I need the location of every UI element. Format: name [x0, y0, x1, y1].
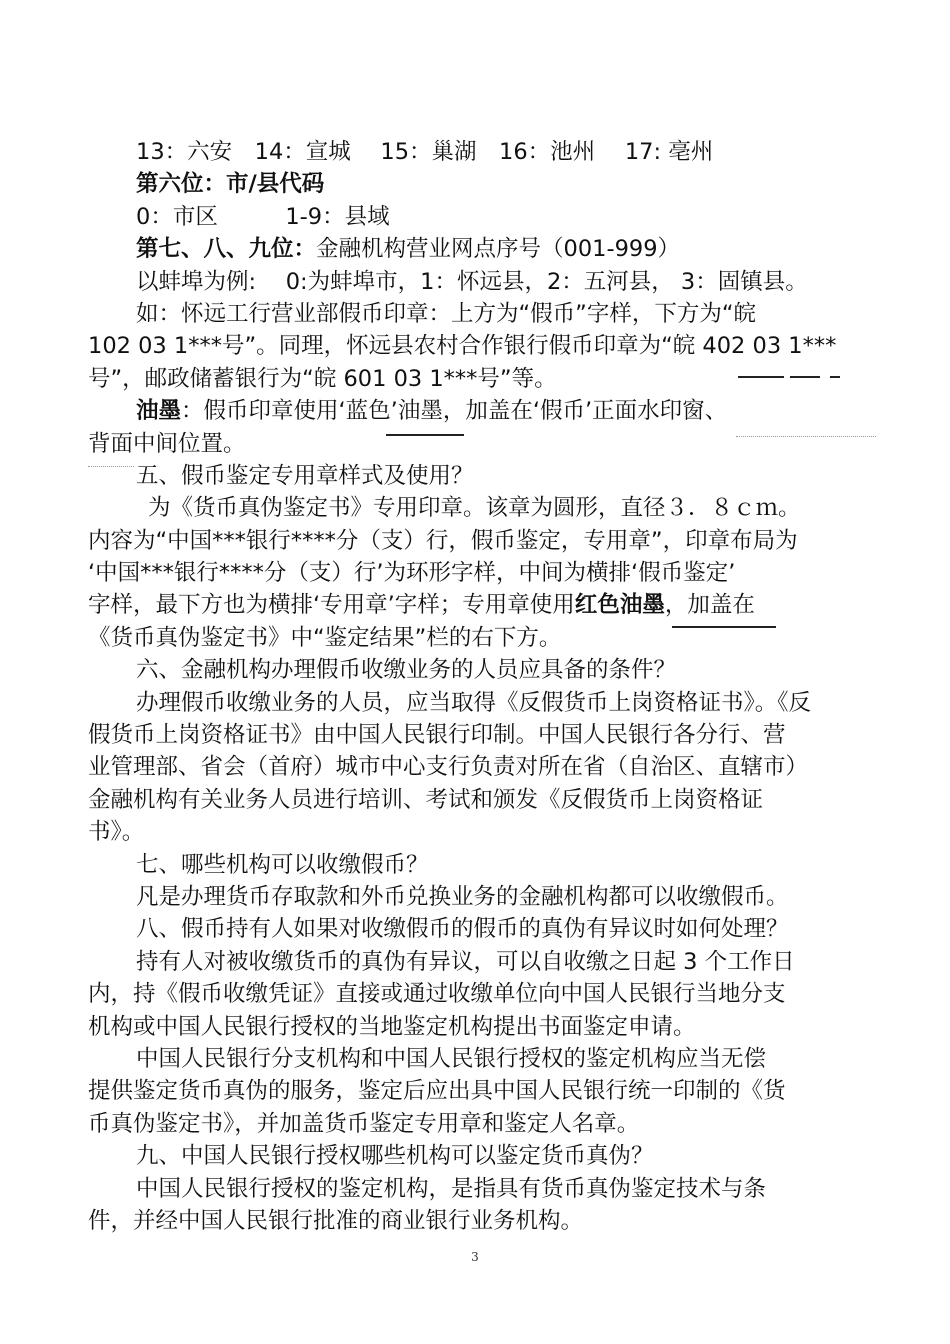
text-line: [88, 1043, 888, 1075]
text-line: [88, 589, 888, 621]
text-line: [88, 1140, 888, 1172]
text-line: [88, 719, 888, 751]
text-line: [88, 1108, 888, 1140]
text-run: 件，并经中国人民银行批准的商业银行业务机构。: [88, 1207, 584, 1234]
bold-text: 油墨: [136, 398, 182, 425]
page-number: 3: [471, 1250, 479, 1264]
text-run: 102 03 1***号”。同理，怀远县农村合作银行假币印章为“皖 402 03 1***: [88, 333, 837, 360]
text-run: 书》。: [88, 819, 145, 846]
text-run: 五、假币鉴定专用章样式及使用？: [136, 462, 474, 489]
text-line: [88, 1011, 888, 1043]
text-line: [88, 168, 888, 200]
revision-mark: [738, 376, 784, 378]
text-line: [88, 460, 888, 492]
text-run: 办理假币收缴业务的人员，应当取得《反假货币上岗资格证书》。《反: [136, 689, 812, 716]
text-run: 背面中间位置。: [88, 430, 246, 457]
text-run: 币真伪鉴定书》，并加盖货币鉴定专用章和鉴定人名章。: [88, 1110, 640, 1137]
revision-mark: [88, 462, 134, 467]
text-run: 六、金融机构办理假币收缴业务的人员应具备的条件？: [136, 657, 677, 684]
text-run: 提供鉴定货币真伪的服务，鉴定后应出具中国人民银行统一印制的《货: [88, 1078, 786, 1105]
text-run: 凡是办理货币存取款和外币兑换业务的金融机构都可以收缴假币。: [136, 883, 789, 910]
text-run: 如：怀远工行营业部假币印章：上方为“假币”字样，下方为“皖: [136, 300, 756, 327]
text-line: [88, 849, 888, 881]
document-body: [88, 136, 888, 1237]
text-run: 为《货币真伪鉴定书》专用印章。该章为圆形，直径３．８ｃｍ。: [148, 495, 801, 522]
text-run: 八、假币持有人如果对收缴假币的假币的真伪有异议时如何处理？: [136, 916, 789, 943]
text-line: [88, 946, 888, 978]
revision-mark: [790, 376, 820, 378]
bold-text: 第七、八、九位：: [136, 236, 317, 263]
text-run: 机构或中国人民银行授权的当地鉴定机构提出书面鉴定申请。: [88, 1013, 696, 1040]
text-line: [88, 1205, 888, 1237]
text-run: 字样，最下方也为横排‘专用章’字样；专用章使用: [88, 592, 575, 619]
text-line: [88, 784, 888, 816]
revision-mark: [672, 626, 776, 628]
text-run: 持有人对被收缴货币的真伪有异议，可以自收缴之日起 3 个工作日: [136, 948, 795, 975]
text-line: [88, 816, 888, 848]
text-line: [88, 978, 888, 1010]
text-run: 《货币真伪鉴定书》中“鉴定结果”栏的右下方。: [88, 624, 562, 651]
text-run: ，加盖在: [664, 592, 755, 619]
text-line: [88, 913, 888, 945]
text-run: 中国人民银行授权的鉴定机构，是指具有货币真伪鉴定技术与条: [136, 1175, 767, 1202]
text-run: 13：六安 14：宣城 15：巢湖 16：池州 17: 亳州: [136, 139, 714, 165]
text-run: 内，持《假币收缴凭证》直接或通过收缴单位向中国人民银行当地分支: [88, 981, 786, 1008]
text-line: [88, 751, 888, 783]
text-line: [88, 298, 888, 330]
text-run: 中国人民银行分支机构和中国人民银行授权的鉴定机构应当无偿: [136, 1045, 767, 1072]
text-line: [88, 395, 888, 427]
text-line: [88, 687, 888, 719]
text-line: [88, 136, 888, 168]
text-line: [88, 557, 888, 589]
text-line: [88, 1075, 888, 1107]
text-line: [88, 654, 888, 686]
text-run: ‘中国***银行****分（支）行’为环形字样，中间为横排‘假币鉴定’: [88, 560, 736, 587]
text-line: [88, 201, 888, 233]
text-run: 以蚌埠为例: 0:为蚌埠市，1：怀远县，2：五河县， 3：固镇县。: [136, 268, 808, 295]
text-run: ：假币印章使用‘蓝色’油墨，加盖在‘假币’正面水印窗、: [181, 398, 728, 425]
text-line: [88, 881, 888, 913]
revision-mark: [736, 432, 876, 437]
text-line: [88, 1173, 888, 1205]
text-run: 假货币上岗资格证书》由中国人民银行印制。中国人民银行各分行、营: [88, 722, 786, 749]
text-line: [88, 330, 888, 362]
text-run: 九、中国人民银行授权哪些机构可以鉴定货币真伪？: [136, 1143, 654, 1170]
text-run: 业管理部、省会（首府）城市中心支行负责对所在省（自治区、直辖市）: [88, 754, 809, 781]
text-line: [88, 525, 888, 557]
text-line: [88, 266, 888, 298]
text-run: 号”，邮政储蓄银行为“皖 601 03 1***号”等。: [88, 365, 557, 392]
text-run: 金融机构营业网点序号（001-999）: [316, 236, 681, 263]
revision-mark: [830, 376, 840, 378]
text-line: [88, 233, 888, 265]
bold-text: 第六位：市/县代码: [136, 171, 325, 198]
text-run: 七、哪些机构可以收缴假币？: [136, 851, 429, 878]
revision-mark: [386, 434, 464, 436]
text-run: 内容为“中国***银行****分（支）行，假币鉴定，专用章”，印章布局为: [88, 527, 798, 554]
text-run: 金融机构有关业务人员进行培训、考试和颁发《反假货币上岗资格证: [88, 786, 764, 813]
text-line: [88, 492, 888, 524]
bold-text: 红色油墨: [574, 592, 665, 619]
text-line: [88, 363, 888, 395]
text-run: 0：市区 1-9：县域: [136, 203, 390, 230]
